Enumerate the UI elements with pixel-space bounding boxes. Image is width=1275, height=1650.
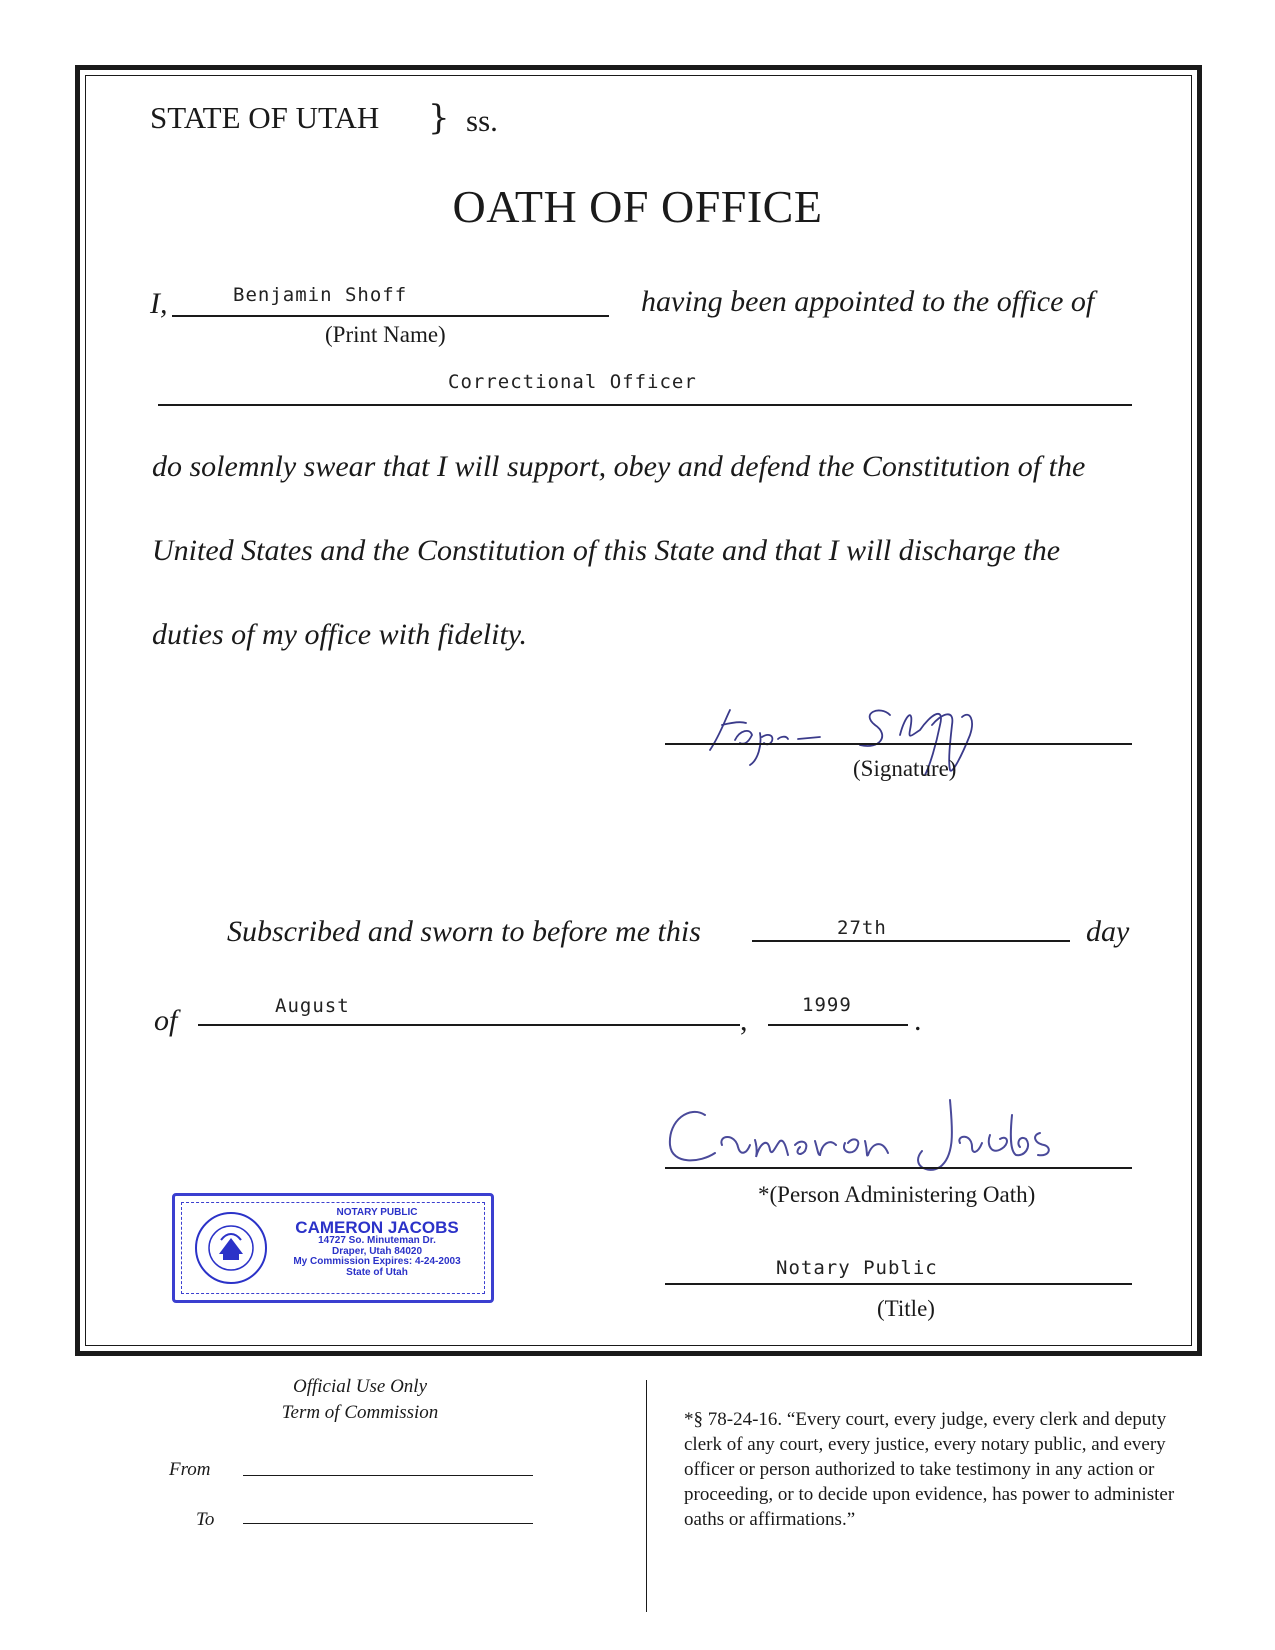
oath-line-1: do solemnly swear that I will support, obey and defend the Constitution of the bbox=[152, 450, 1086, 483]
state-heading: STATE OF UTAH bbox=[150, 100, 380, 135]
signature-line bbox=[665, 743, 1132, 745]
stamp-line-3: 14727 So. Minuteman Dr. bbox=[318, 1235, 436, 1247]
print-name-value: Benjamin Shoff bbox=[233, 284, 408, 306]
year-value: 1999 bbox=[802, 994, 852, 1016]
footer-divider bbox=[646, 1380, 647, 1612]
appointed-text: having been appointed to the office of bbox=[641, 285, 1095, 318]
term-of-commission-label: Term of Commission bbox=[281, 1402, 439, 1423]
to-line bbox=[243, 1523, 533, 1524]
official-use-label: Official Use Only bbox=[292, 1376, 428, 1397]
stamp-line-2: CAMERON JACOBS bbox=[295, 1217, 459, 1237]
from-label: From bbox=[169, 1459, 211, 1480]
stamp-line-4: Draper, Utah 84020 bbox=[331, 1245, 423, 1257]
title-line bbox=[665, 1283, 1132, 1285]
signature-label: (Signature) bbox=[853, 756, 957, 781]
comma: , bbox=[740, 1004, 748, 1037]
month-line bbox=[198, 1024, 740, 1026]
administrator-label: *(Person Administering Oath) bbox=[758, 1182, 1036, 1207]
period: . bbox=[914, 1004, 922, 1037]
day-word: day bbox=[1086, 915, 1130, 948]
day-line bbox=[752, 940, 1070, 942]
month-value: August bbox=[275, 995, 350, 1017]
statute-text: *§ 78-24-16. “Every court, every judge, every clerk and deputy clerk of any court, every justice, every notary public, and every officer or person authorized to take testimony in any action or proceeding, or to decide upon evidence, has power to administer oaths or affirmations.” bbox=[684, 1409, 1175, 1530]
utah-seal-icon bbox=[193, 1210, 269, 1286]
oath-line-3: duties of my office with fidelity. bbox=[152, 618, 527, 651]
office-line bbox=[158, 404, 1132, 406]
from-line bbox=[243, 1475, 533, 1476]
stamp-line-6: State of Utah bbox=[346, 1266, 408, 1278]
print-name-line bbox=[172, 315, 609, 317]
print-name-label: (Print Name) bbox=[325, 322, 446, 347]
document-title: OATH OF OFFICE bbox=[452, 181, 823, 232]
stamp-line-5: My Commission Expires: 4-24-2003 bbox=[293, 1256, 461, 1268]
day-value: 27th bbox=[837, 917, 887, 939]
brace-symbol: } bbox=[428, 98, 450, 138]
office-value: Correctional Officer bbox=[448, 371, 697, 393]
notary-stamp bbox=[172, 1193, 494, 1303]
title-label: (Title) bbox=[877, 1296, 935, 1321]
administrator-line bbox=[665, 1167, 1132, 1169]
subscribed-text: Subscribed and sworn to before me this bbox=[227, 915, 701, 948]
oath-line-2: United States and the Constitution of this State and that I will discharge the bbox=[152, 534, 1061, 567]
title-value: Notary Public bbox=[776, 1257, 938, 1279]
of-word: of bbox=[154, 1004, 178, 1037]
i-prefix: I, bbox=[150, 287, 168, 320]
cameron-jacobs-signature bbox=[660, 1095, 1130, 1175]
to-label: To bbox=[196, 1509, 215, 1530]
stamp-line-1: NOTARY PUBLIC bbox=[336, 1207, 418, 1218]
ss-abbreviation: ss. bbox=[466, 103, 498, 138]
year-line bbox=[768, 1024, 908, 1026]
